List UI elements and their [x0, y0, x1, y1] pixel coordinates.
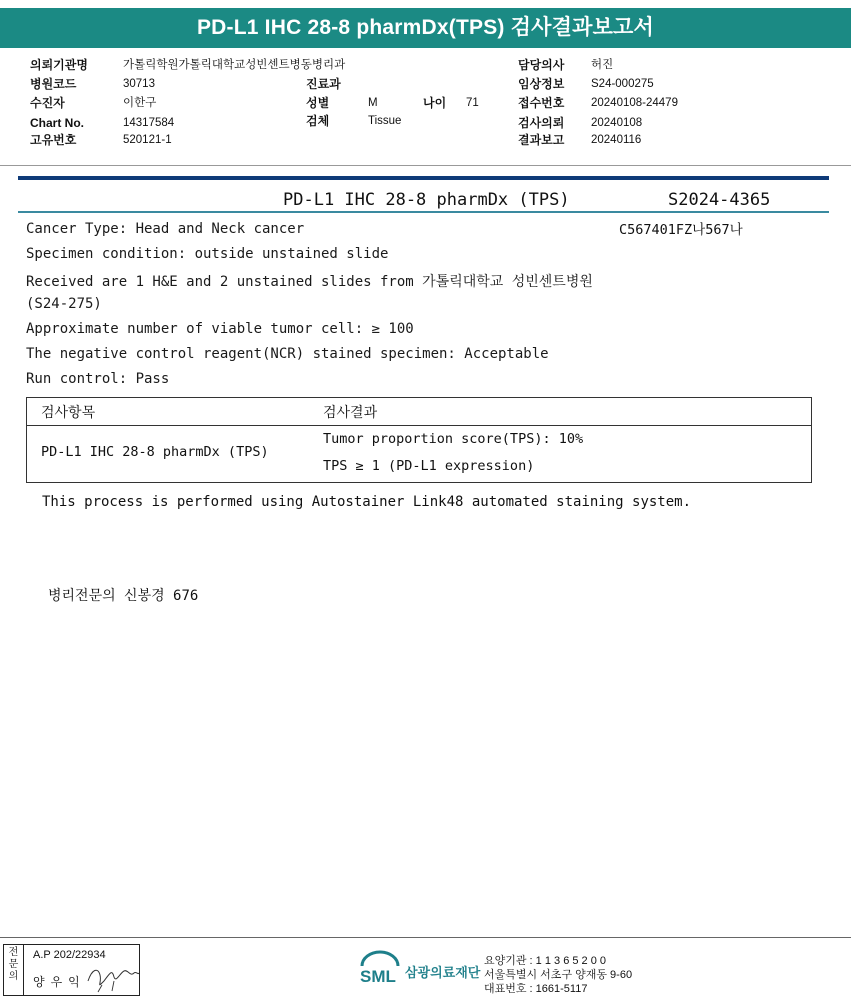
- chart-no-label: Chart No.: [30, 116, 84, 130]
- age-label: 나이: [423, 96, 447, 110]
- institution-code: 요양기관 : 1 1 3 6 5 2 0 0: [484, 955, 607, 967]
- sex-value: M: [368, 97, 378, 109]
- institution-value: 가톨릭학원가톨릭대학교성빈센트병동병리과: [123, 59, 346, 71]
- test-request-value: 20240108: [591, 117, 643, 129]
- sex-label: 성별: [306, 96, 330, 110]
- table-item: PD-L1 IHC 28-8 pharmDx (TPS): [41, 444, 269, 460]
- recipient-value: 이한구: [123, 97, 157, 109]
- body-top-rule: [18, 176, 829, 180]
- sml-logo-icon: [356, 950, 404, 990]
- cancer-type-line: Cancer Type: Head and Neck cancer: [26, 221, 305, 237]
- table-header-item: 검사항목: [41, 405, 96, 421]
- specimen-code: C567401FZ나567나: [619, 222, 743, 238]
- table-header-result: 검사결과: [323, 405, 378, 421]
- receipt-no-value: 20240108-24479: [591, 97, 678, 109]
- stamp-name: 양우익: [33, 975, 86, 989]
- address: 서울특별시 서초구 양재동 9-60: [484, 969, 633, 981]
- recipient-label: 수진자: [30, 96, 65, 110]
- department-label: 진료과: [306, 77, 341, 91]
- age-value: 71: [466, 97, 479, 109]
- clinical-info-label: 임상정보: [518, 77, 565, 91]
- process-footnote: This process is performed using Autostainer Link48 automated staining system.: [42, 494, 692, 510]
- table-result-tps: Tumor proportion score(TPS): 10%: [323, 431, 584, 447]
- report-number: S2024-4365: [668, 190, 771, 210]
- unique-no-label: 고유번호: [30, 133, 77, 147]
- specimen-label: 검체: [306, 114, 330, 128]
- receipt-no-label: 접수번호: [518, 96, 565, 110]
- ncr-line: The negative control reagent(NCR) stained specimen: Acceptable: [26, 346, 549, 362]
- table-result-expression: TPS ≥ 1 (PD-L1 expression): [323, 458, 535, 474]
- body-title-rule: [18, 211, 829, 213]
- hospital-code-label: 병원코드: [30, 77, 77, 91]
- stamp-label: 전문의: [4, 945, 24, 995]
- run-control-line: Run control: Pass: [26, 371, 170, 387]
- logo-text: 삼광의료재단: [405, 965, 481, 980]
- test-request-label: 검사의뢰: [518, 116, 565, 130]
- report-title: PD-L1 IHC 28-8 pharmDx(TPS) 검사결과보고서: [0, 8, 851, 48]
- viable-tumor-line: Approximate number of viable tumor cell: ≥ 100: [26, 321, 414, 337]
- hospital-code-value: 30713: [123, 78, 155, 90]
- specialist-stamp: [3, 944, 140, 996]
- received-slides-line: Received are 1 H&E and 2 unstained slides from 가톨릭대학교 성빈센트병원: [26, 274, 593, 290]
- doctor-label: 담당의사: [518, 58, 565, 72]
- footer-divider: [0, 937, 851, 938]
- stamp-code: A.P 202/22934: [33, 949, 106, 961]
- test-title: PD-L1 IHC 28-8 pharmDx (TPS): [283, 190, 570, 210]
- phone-number: 대표번호 : 1661-5117: [484, 983, 588, 995]
- specimen-condition-line: Specimen condition: outside unstained slide: [26, 246, 389, 262]
- clinical-info-value: S24-000275: [591, 78, 654, 90]
- chart-no-value: 14317584: [123, 117, 175, 129]
- result-report-value: 20240116: [591, 134, 642, 146]
- slide-ref-line: (S24-275): [26, 296, 102, 312]
- handwritten-signature: [84, 959, 140, 993]
- result-report-label: 결과보고: [518, 133, 565, 147]
- sml-logo: [356, 950, 481, 990]
- result-table: [26, 397, 812, 483]
- header-divider: [0, 165, 851, 166]
- doctor-value: 허진: [591, 59, 614, 71]
- sml-logo-mark: SML: [360, 967, 396, 986]
- table-header-row: [27, 398, 811, 426]
- institution-label: 의뢰기관명: [30, 58, 88, 72]
- unique-no-value: 520121-1: [123, 134, 172, 146]
- specimen-value: Tissue: [368, 115, 402, 127]
- pathologist-signature-line: 병리전문의 신봉경 676: [48, 588, 199, 604]
